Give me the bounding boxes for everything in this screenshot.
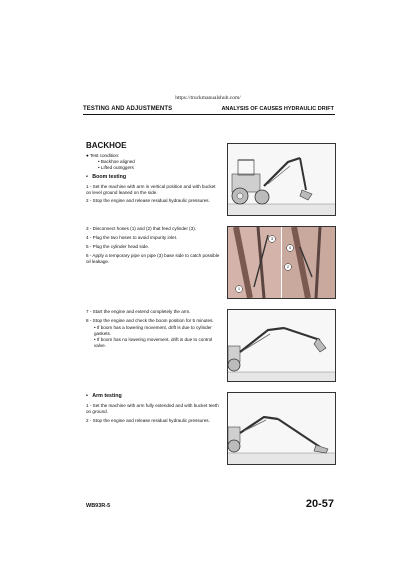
- list-item: • If boom has a lowering movement, drift is due to cylinder gaskets.: [94, 325, 212, 336]
- header-rule: [83, 114, 335, 115]
- figure-arm-bucket-ground: [227, 392, 336, 465]
- step-item: 5 - Plug the cylinder head side.: [86, 244, 150, 249]
- footer-model: WB93R-5: [86, 503, 111, 509]
- arm-testing-label: Arm testing: [92, 393, 122, 399]
- header-left: TESTING AND ADJUSTMENTS: [83, 106, 173, 112]
- step-item: 8 - Stop the engine and check the boom position for 5 minutes.: [86, 318, 214, 323]
- boom-testing-title: • Boom testing: [86, 174, 127, 180]
- step-item: 4 - Plug the two hoses to avoid impurity inlet.: [86, 235, 178, 240]
- section-title: BACKHOE: [86, 141, 127, 150]
- arm-testing-title: • Arm testing: [86, 393, 122, 399]
- step-item: 2 - Stop the engine and release residual hydraulic pressures.: [86, 418, 210, 423]
- step-item: 6 - Apply a temporary pipe on pipe (3) base side to catch possible oil leakage.: [86, 253, 220, 264]
- boom-testing-label: Boom testing: [92, 174, 127, 180]
- step-item: 3 - Disconnect hoses (1) and (2) that feed cylinder (3).: [86, 226, 197, 231]
- figure-backhoe-arm-vertical: [227, 143, 336, 216]
- list-item: • If boom has no lowering movement, drift is due to control valve.: [94, 337, 213, 348]
- callout-3: 3: [270, 236, 274, 241]
- step-item: 2 - Stop the engine and release residual hydraulic pressures.: [86, 198, 210, 203]
- step-item: 7 - Start the engine and extend completely the arm.: [86, 309, 191, 314]
- step-item: 1 - Set the machine with arm fully extended and with bucket teeth on ground.: [86, 403, 219, 414]
- list-item: Lifted outriggers: [100, 165, 134, 170]
- source-url[interactable]: https://truckmanualshub.com/: [175, 95, 241, 101]
- boom-steps-c: [86, 309, 221, 349]
- callout-1: 1: [237, 286, 241, 291]
- boom-steps-b: [86, 226, 221, 265]
- list-item: Backhoe aligned: [100, 159, 135, 164]
- test-condition-label: Test condition:: [89, 153, 120, 158]
- boom-steps-a: [86, 184, 221, 204]
- callout-4: 4: [288, 245, 292, 250]
- arm-steps: [86, 403, 221, 424]
- header-right: ANALYSIS OF CAUSES HYDRAULIC DRIFT: [221, 106, 334, 112]
- step-item: 1 - Set the machine with arm in vertical position and with bucket on level ground leaned on the side.: [86, 184, 216, 195]
- figure-hose-detail: [227, 226, 336, 299]
- figure-arm-extended: [227, 309, 336, 382]
- page-number: 20-57: [305, 498, 334, 510]
- callout-2: 2: [286, 264, 290, 269]
- test-condition: ● Test condition: • Backhoe aligned • Lifted outriggers: [86, 153, 135, 170]
